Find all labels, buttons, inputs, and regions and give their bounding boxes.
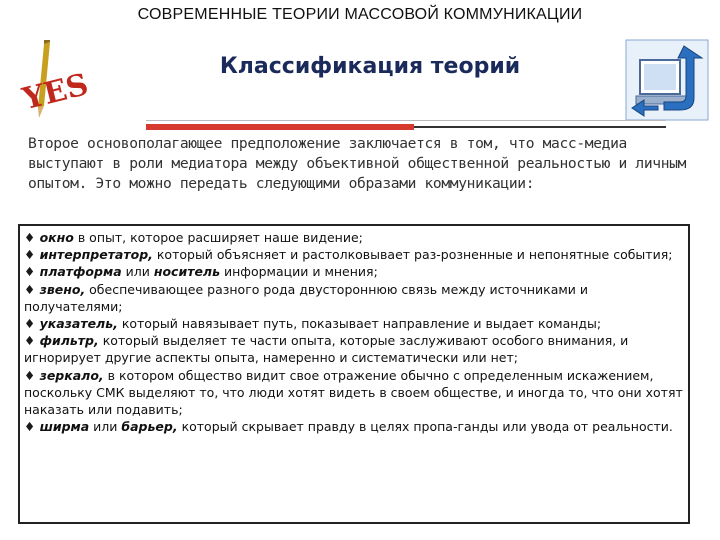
list-item-keyword: указатель, [39,316,118,332]
list-item-text: который объясняет и растолковывает раз-розненные и непонятные события; [152,247,673,263]
list-item [24,246,688,263]
list-item-keyword: окно [39,230,74,245]
diamond-bullet-icon: ♦ [24,247,40,263]
list-item-keyword: платформа [39,264,122,280]
slide-header: СОВРЕМЕННЫЕ ТЕОРИИ МАССОВОЙ КОММУНИКАЦИИ [137,6,583,23]
list-item-keyword: носитель [153,264,220,280]
list-item-text: информации и мнения; [220,264,378,280]
list-item-text: в опыт, которое расширяет наше видение; [73,230,363,245]
intro-paragraph: Второе основополагающее предположение заключается в том, что масс-медиа выступают в роли медиатора между объективной общественной реальностью и личным опытом. Это можно передать следующими образами коммуникации: [28,135,687,192]
diamond-bullet-icon: ♦ [24,316,40,332]
list-item-text: который скрывает правду в целях пропа-ганды или увода от реальности. [177,419,673,435]
list-item-keyword: интерпретатор, [39,247,153,263]
diamond-bullet-icon: ♦ [24,264,40,280]
list-item-keyword: ширма [39,419,90,435]
list-item-keyword: звено, [39,281,86,297]
list-item-text: в котором общество видит свое отражение обычно с определенным искажением, поскольку СМК выделяют то, что люди хотят видеть в своем обществе, и иногда то, что они хотят наказать или подавить; [24,367,683,418]
title-divider-accent [146,124,414,130]
list-item [24,367,688,419]
diamond-bullet-icon: ♦ [24,419,40,435]
list-item-text: который навязывает путь, показывает направление и выдает команды; [117,316,602,332]
title-divider-dark [414,126,666,128]
diamond-bullet-icon: ♦ [24,367,40,383]
slide-title: Классификация теорий [219,54,521,79]
list-item [24,315,688,332]
title-divider-thin [146,120,666,121]
communication-images-list [24,229,688,435]
list-item [24,418,688,435]
list-item-text: обеспечивающее разного рода двустороннюю связь между источниками и получателями; [24,281,589,314]
diamond-bullet-icon: ♦ [24,230,40,245]
list-item-keyword: фильтр, [39,333,99,349]
list-item-keyword: зеркало, [39,367,104,383]
yes-pencil-logo [14,40,106,120]
list-item-text: или [121,264,154,280]
diamond-bullet-icon: ♦ [24,281,40,297]
list-item-text: который выделяет те части опыта, которые заслуживают особого внимания, и игнорирует другие аспекты опыта, намеренно и систематически или нет; [24,333,629,366]
diamond-bullet-icon: ♦ [24,333,40,349]
computer-refresh-icon [624,38,710,122]
list-item [24,229,688,246]
logo-text: YES [19,67,92,118]
list-item [24,332,688,366]
list-item [24,263,688,280]
list-item-keyword: барьер, [121,419,178,435]
list-item-text: или [89,419,122,435]
list-item [24,281,688,315]
